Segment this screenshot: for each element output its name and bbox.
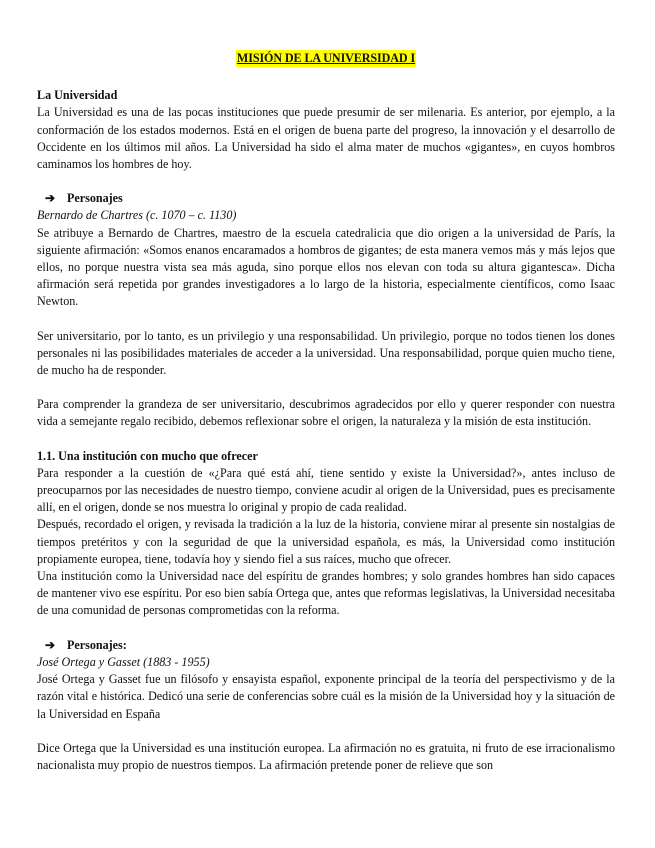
personajes-label: Personajes (67, 191, 123, 206)
document-title: MISIÓN DE LA UNIVERSIDAD I (236, 50, 416, 67)
paragraph-cuestion: Para responder a la cuestión de «¿Para qué está ahí, tiene sentido y existe la Universidad?», antes incluso de preocuparnos por las necesidades de nuestro tiempo, conviene acudir al origen de la Universidad, pues es precisamente allí, en el origen, donde se nos muestra lo original y propio de cada realidad. (37, 465, 615, 515)
paragraph-grandeza: Para comprender la grandeza de ser universitario, descubrimos agradecidos por ello y querer responder con nuestra vida a semejante regalo recibido, debemos reflexionar sobre el origen, la naturaleza y la misión de esta institución. (37, 397, 615, 429)
person-name-ortega: José Ortega y Gasset (1883 - 1955) (37, 654, 210, 669)
spacer (37, 620, 615, 637)
spacer (37, 311, 615, 328)
title-wrapper (37, 50, 615, 67)
person-name-bernardo: Bernardo de Chartres (c. 1070 – c. 1130) (37, 208, 237, 223)
paragraph-bernardo: Se atribuye a Bernardo de Chartres, maestro de la escuela catedralicia que dio origen a la universidad de París, la siguiente afirmación: «Somos enanos encaramados a hombros de gigantes; de esta manera vemos más y más lejos que ellos, no porque nuestra vista sea más aguda, sino porque ellos nos elevan con toda su altura gigantesca». Dicha afirmación será repetida por grandes investigadores a lo largo de la historia, especialmente científicos, como Isaac Newton. (37, 225, 615, 309)
paragraph-privilegio: Ser universitario, por lo tanto, es un privilegio y una responsabilidad. Un privilegio, porque no todos tienen los dones personales ni las posibilidades materiales de acceder a la universidad. Una responsabilidad, porque quien mucho tiene, de mucho ha de responder. (37, 328, 615, 378)
section-heading-1-1: 1.1. Una institución con mucho que ofrecer (37, 448, 258, 463)
arrow-right-icon: ➔ (45, 191, 56, 206)
spacer (37, 379, 615, 396)
personajes-heading-1 (37, 190, 615, 207)
paragraph-ortega-europea: Dice Ortega que la Universidad es una institución europea. La afirmación no es gratuita, ni fruto de ese irracionalismo nacionalista muy propio de nuestros tiempos. La afirmación pretende poner de relieve que son (37, 740, 615, 772)
spacer (37, 173, 615, 190)
paragraph-universidad: La Universidad es una de las pocas instituciones que puede presumir de ser milenaria. Es anterior, por ejemplo, a la conformación de los estados modernos. Está en el origen de buena parte del progreso, la innovación y el desarrollo de Occidente en los últimos mil años. La Universidad ha sido el alma mater de muchos «gigantes», en cuyos hombros caminamos los hombres de hoy. (37, 105, 615, 172)
spacer (37, 723, 615, 740)
spacer (37, 431, 615, 448)
section-heading-universidad: La Universidad (37, 88, 118, 103)
arrow-right-icon: ➔ (45, 637, 56, 652)
paragraph-espiritu: Una institución como la Universidad nace del espíritu de grandes hombres; y solo grandes hombres han sido capaces de mantener vivo ese espíritu. Por eso bien sabía Ortega que, antes que reformas legislativas, la Universidad necesitaba de una comunidad de personas comprometidas con la reforma. (37, 569, 615, 618)
personajes-heading-2 (37, 637, 615, 654)
paragraph-despues: Después, recordado el origen, y revisada la tradición a la luz de la historia, conviene mirar al presente sin nostalgias de tiempos pretéritos y con la seguridad de que la universidad española, es más, la Universidad como institución propiamente europea, tiene, todavía hoy y siendo fiel a sus raíces, mucho que ofrecer. (37, 517, 615, 566)
personajes-label: Personajes: (67, 637, 127, 652)
paragraph-ortega-bio: José Ortega y Gasset fue un filósofo y ensayista español, exponente principal de la teoría del perspectivismo y de la razón vital e histórica. Dedicó una serie de conferencias sobre cuál es la misión de la Universidad hoy y la situación de la Universidad en España (37, 672, 615, 721)
